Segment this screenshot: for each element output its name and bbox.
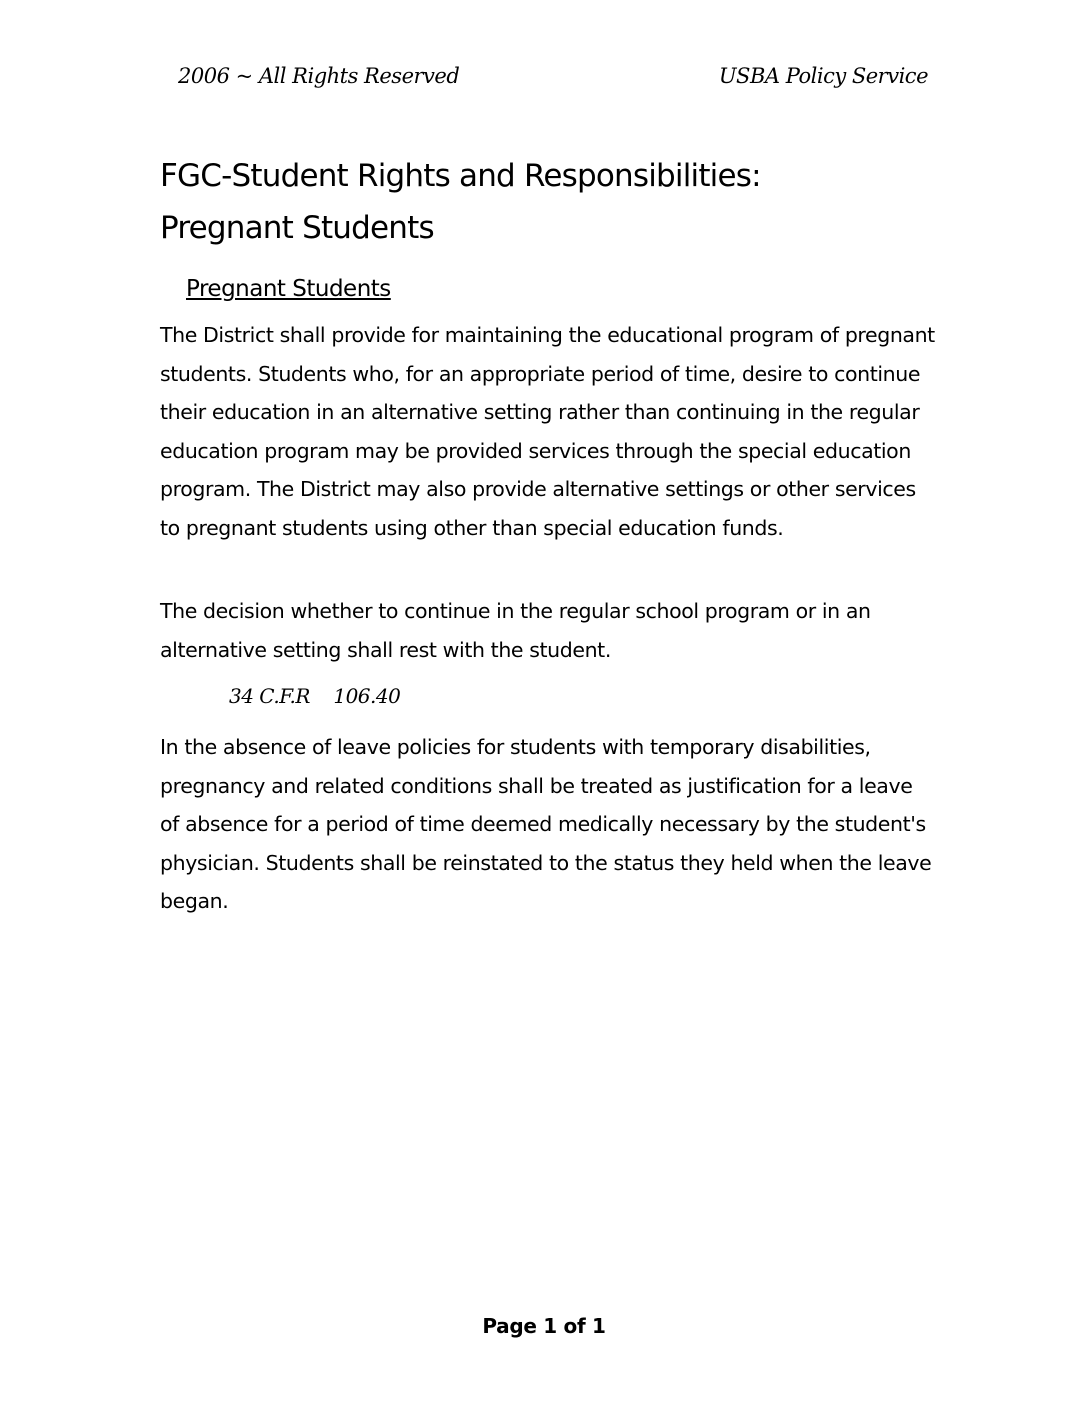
header-copyright: 2006 ~ All Rights Reserved: [178, 64, 460, 88]
section-heading: Pregnant Students: [186, 276, 391, 302]
header-service-name: USBA Policy Service: [718, 64, 928, 88]
paragraph-decision: The decision whether to continue in the regular school program or in an alternative setting shall rest with the student.: [160, 599, 871, 662]
page-number: Page 1 of 1: [482, 1314, 606, 1338]
paragraph-educational-program: The District shall provide for maintaining the educational program of pregnant students. Students who, for an appropriate period of time, desire to continue their education in an alternative setting rather than continuing in the regular education program may be provided services through the special education program. The District may also provide alternative settings or other services to pregnant students using other than special education funds.: [160, 323, 935, 540]
legal-citation: 34 C.F.R 106.40: [229, 684, 401, 708]
document-title: FGC-Student Rights and Responsibilities: Pregnant Students: [160, 158, 761, 246]
paragraph-leave-of-absence: In the absence of leave policies for students with temporary disabilities, pregnancy and related conditions shall be treated as justification for a leave of absence for a period of time deemed medically necessary by the student's physician. Students shall be reinstated to the status they held when the leave began.: [160, 735, 932, 913]
